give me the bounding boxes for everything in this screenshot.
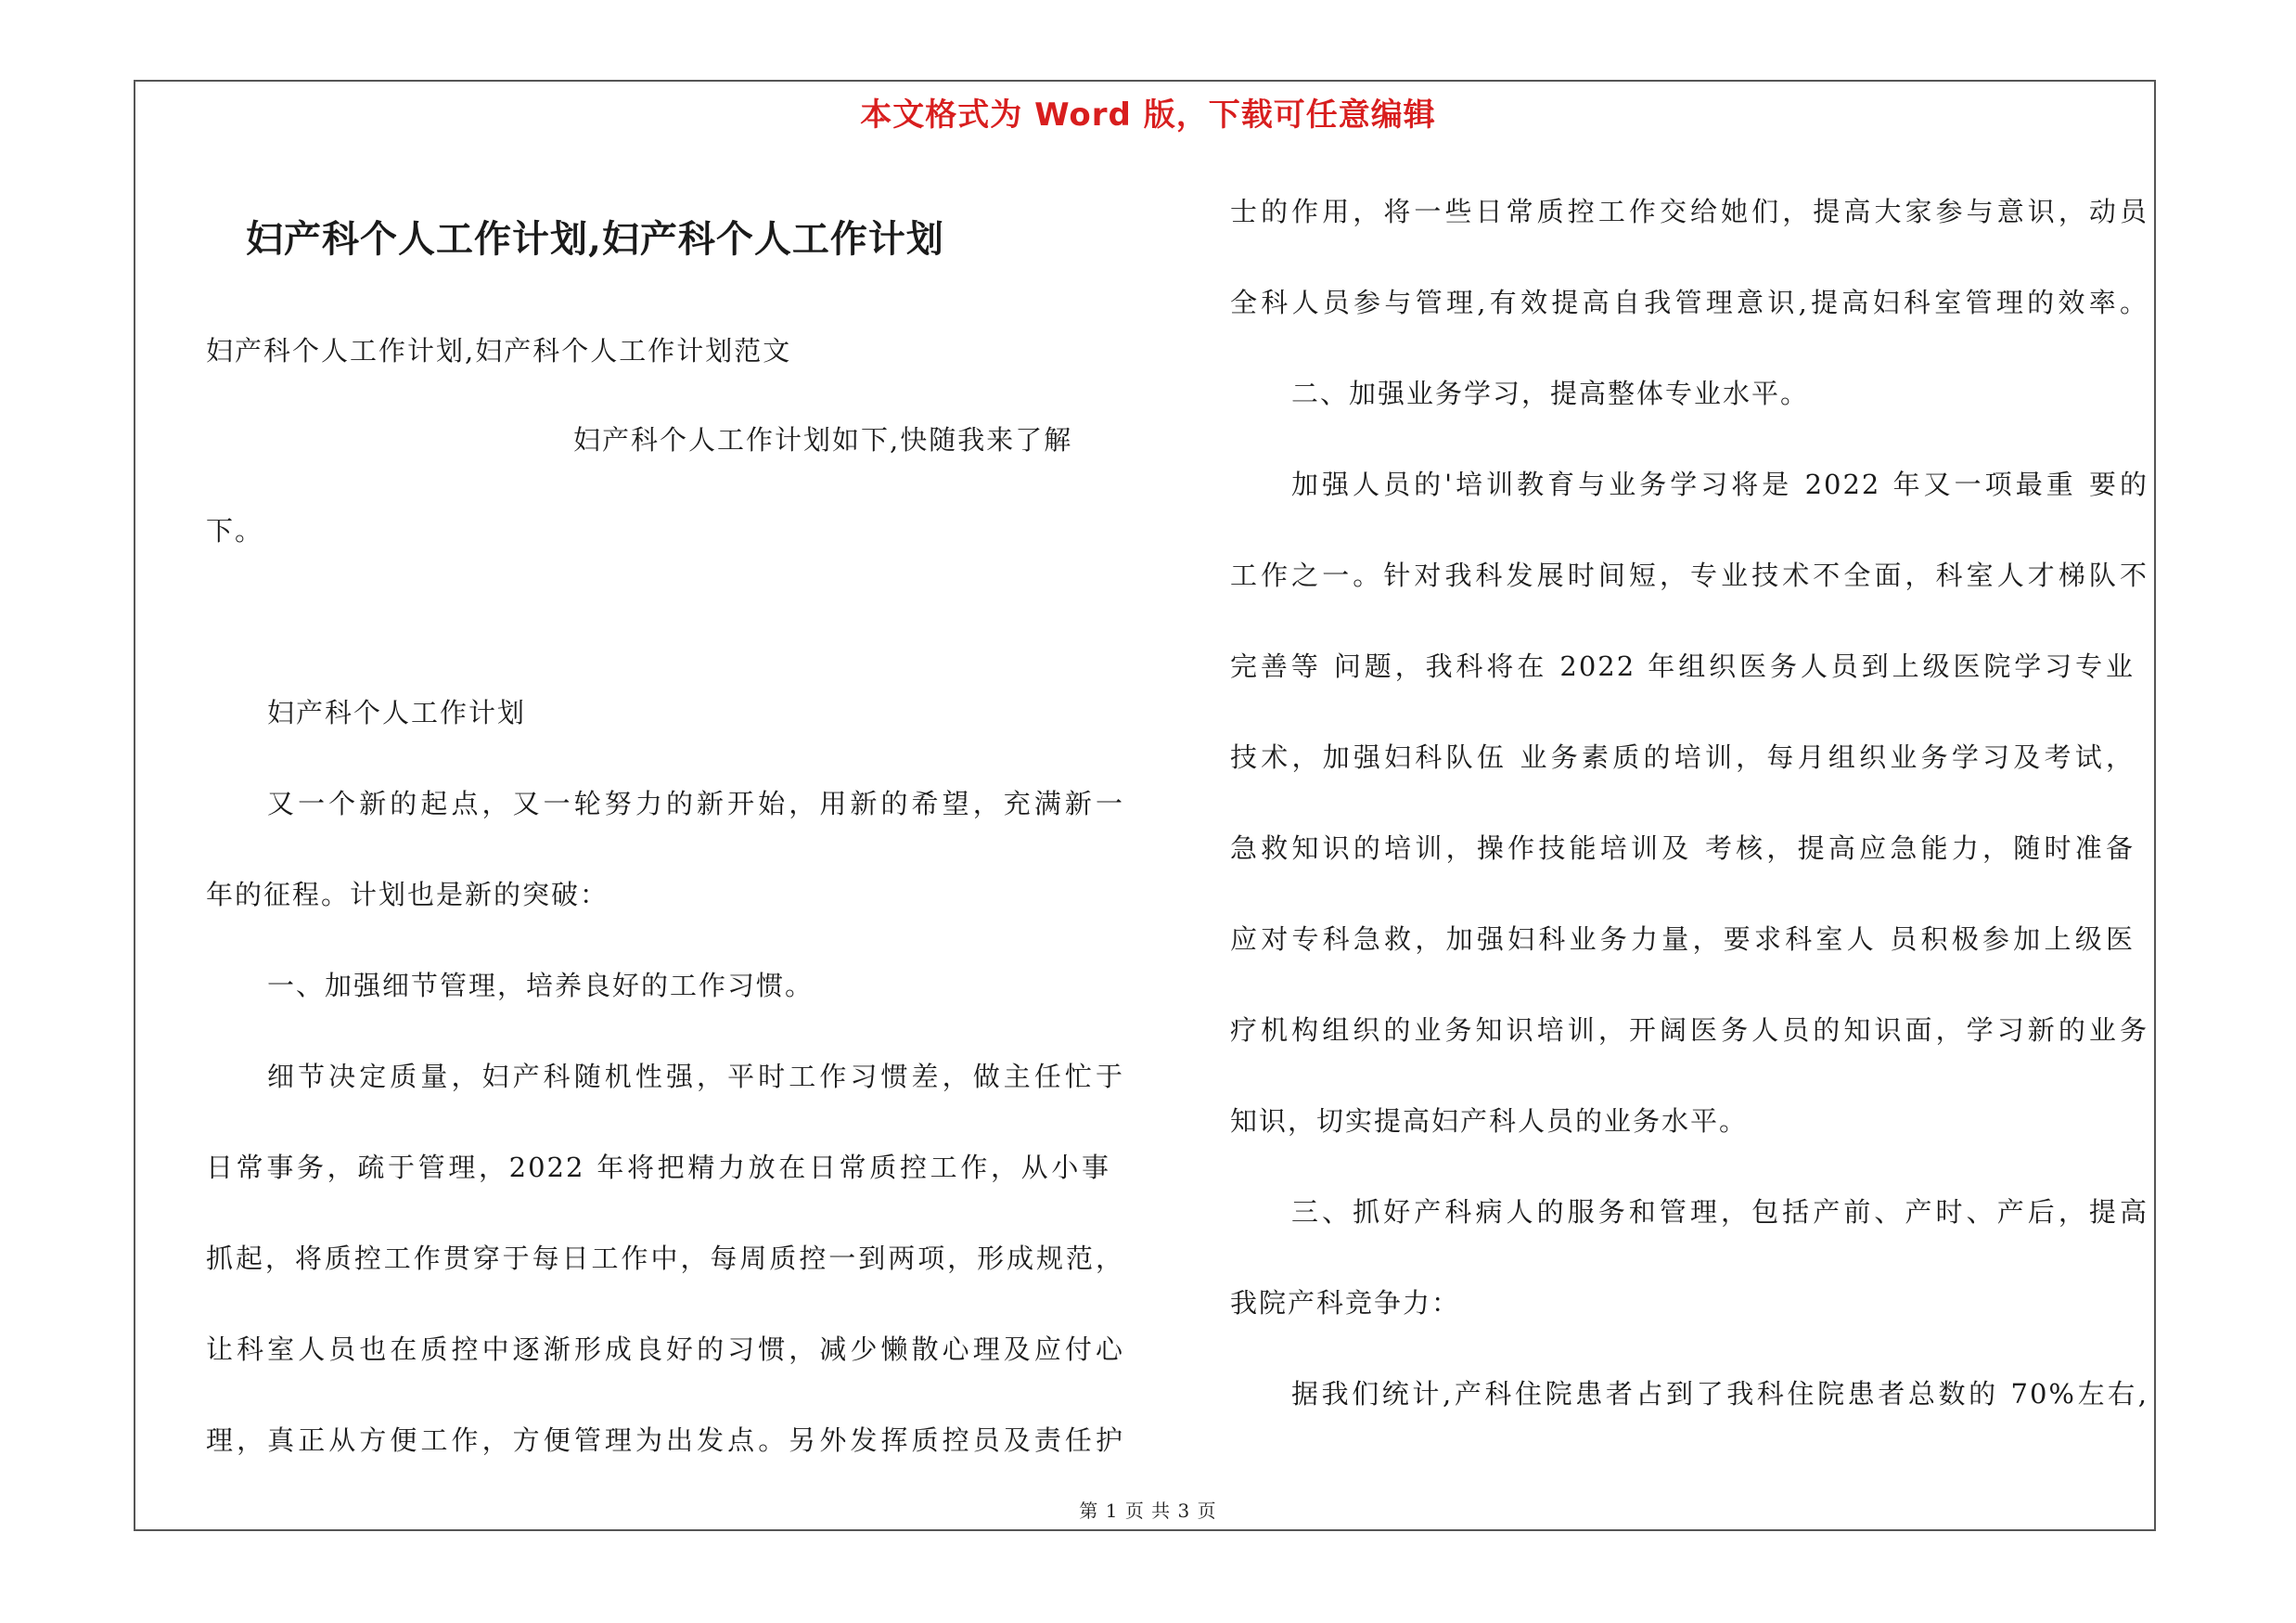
paragraph-line: 我院产科竞争力： [1230, 1287, 1461, 1319]
paragraph-line: 知识，切实提高妇产科人员的业务水平。 [1230, 1105, 1749, 1137]
paragraph-line: 急救知识的培训，操作技能培训及 考核，提高应急能力，随时准备 [1230, 832, 2135, 864]
subtitle-line: 妇产科个人工作计划,妇产科个人工作计划范文 [206, 335, 792, 367]
page-number-footer: 第 1 页 共 3 页 [1079, 1500, 1217, 1522]
paragraph-line: 据我们统计,产科住院患者占到了我科住院患者总数的 70%左右, [1291, 1378, 2148, 1410]
paragraph-line: 让科室人员也在质控中逐渐形成良好的习惯，减少懒散心理及应付心 [206, 1333, 1124, 1365]
paragraph-line: 技术，加强妇科队伍 业务素质的培训，每月组织业务学习及考试， [1230, 741, 2135, 773]
intro-line-end: 下。 [206, 515, 264, 547]
paragraph-line: 抓起，将质控工作贯穿于每日工作中，每周质控一到两项，形成规范， [206, 1243, 1124, 1274]
paragraph-line: 疗机构组织的业务知识培训，开阔医务人员的知识面，学习新的业务 [1230, 1014, 2148, 1046]
point-heading-2: 二、加强业务学习，提高整体专业水平。 [1291, 378, 1810, 409]
format-notice-banner: 本文格式为 Word 版，下载可任意编辑 [860, 97, 1436, 134]
paragraph-line: 应对专科急救，加强妇科业务力量，要求科室人 员积极参加上级医 [1230, 923, 2135, 955]
paragraph-line: 士的作用，将一些日常质控工作交给她们，提高大家参与意识，动员 [1230, 196, 2148, 227]
paragraph-line: 工作之一。针对我科发展时间短，专业技术不全面，科室人才梯队不 [1230, 560, 2148, 591]
point-heading-3: 三、抓好产科病人的服务和管理，包括产前、产时、产后，提高 [1291, 1196, 2148, 1228]
document-title: 妇产科个人工作计划,妇产科个人工作计划 [246, 217, 944, 261]
paragraph-line: 年的征程。计划也是新的突破： [206, 879, 609, 910]
section-heading: 妇产科个人工作计划 [267, 697, 527, 728]
intro-line: 妇产科个人工作计划如下,快随我来了解 [573, 424, 1073, 456]
paragraph-line: 日常事务，疏于管理，2022 年将把精力放在日常质控工作，从小事 [206, 1152, 1110, 1183]
paragraph-line: 细节决定质量，妇产科随机性强，平时工作习惯差，做主任忙于 [267, 1061, 1124, 1092]
paragraph-line: 理，真正从方便工作，方便管理为出发点。另外发挥质控员及责任护 [206, 1424, 1124, 1456]
point-heading-1: 一、加强细节管理，培养良好的工作习惯。 [267, 970, 815, 1001]
paragraph-line: 全科人员参与管理,有效提高自我管理意识,提高妇科室管理的效率。 [1230, 287, 2148, 318]
paragraph-line: 完善等 问题，我科将在 2022 年组织医务人员到上级医院学习专业 [1230, 650, 2135, 682]
paragraph-line: 加强人员的'培训教育与业务学习将是 2022 年又一项最重 要的 [1291, 469, 2148, 500]
paragraph-line: 又一个新的起点，又一轮努力的新开始，用新的希望，充满新一 [267, 788, 1124, 819]
